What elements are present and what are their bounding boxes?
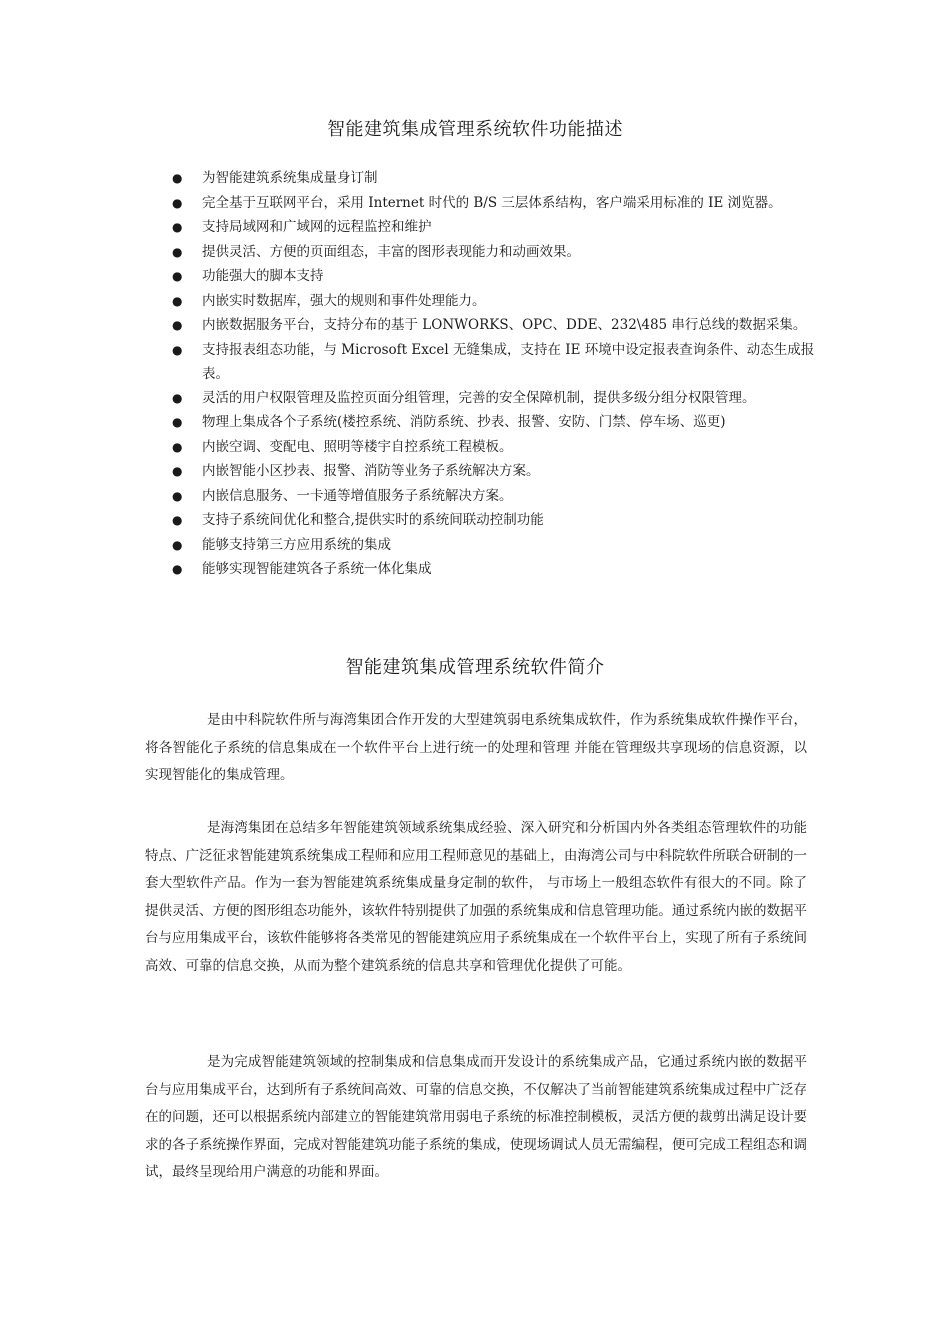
list-item: [172, 191, 817, 216]
bullet-icon: ●: [172, 537, 183, 552]
list-item: [172, 459, 817, 484]
list-item-text: 能够支持第三方应用系统的集成: [202, 536, 391, 553]
section-title-features: 智能建筑集成管理系统软件功能描述: [327, 119, 623, 140]
list-item: [172, 313, 817, 338]
section-title-introduction: 智能建筑集成管理系统软件简介: [345, 657, 605, 678]
list-item-text: 内嵌数据服务平台，支持分布的基于 LONWORKS、OPC、DDE、232\485 串行总线的数据采集。: [202, 317, 807, 333]
list-item-text: 为智能建筑系统集成量身订制: [202, 170, 378, 186]
list-item: [172, 508, 817, 533]
list-item: [172, 484, 817, 509]
feature-list: [172, 166, 817, 582]
bullet-icon: ●: [172, 195, 183, 210]
bullet-icon: ●: [172, 244, 183, 259]
list-item-text: 物理上集成各个子系统(楼控系统、消防系统、抄表、报警、安防、门禁、停车场、巡更): [202, 414, 726, 430]
list-item: [172, 166, 817, 191]
list-item: [172, 533, 817, 558]
bullet-icon: ●: [172, 220, 183, 234]
list-item-text: 能够实现智能建筑各子系统一体化集成: [202, 561, 432, 577]
list-item-text: 功能强大的脚本支持: [202, 268, 324, 284]
list-item: [172, 410, 817, 435]
bullet-icon: ●: [172, 513, 183, 527]
list-item-text: 提供灵活、方便的页面组态，丰富的图形表现能力和动画效果。: [202, 243, 580, 260]
bullet-icon: ●: [172, 464, 183, 478]
list-item: [172, 264, 817, 289]
list-item-text: 灵活的用户权限管理及监控页面分组管理，完善的安全保障机制，提供多级分组分权限管理。: [202, 389, 756, 406]
bullet-icon: ●: [172, 171, 183, 185]
list-item-text: 支持报表组态功能，与 Microsoft Excel 无缝集成，支持在 IE 环境中设定报表查询条件、动态生成报表。: [202, 341, 815, 382]
list-item-text: 内嵌空调、变配电、照明等楼宇自控系统工程模板。: [202, 438, 513, 455]
bullet-icon: ●: [172, 562, 183, 576]
paragraph: 是为完成智能建筑领域的控制集成和信息集成而开发设计的系统集成产品，它通过系统内嵌的数据平台与应用集成平台，达到所有子系统间高效、可靠的信息交换，不仅解决了当前智能建筑系统集成过程中广泛存在的问题，还可以根据系统内部建立的智能建筑常用弱电子系统的标准控制模板，灵活方便的裁剪出满足设计要求的各子系统操作界面，完成对智能建筑功能子系统的集成，使现场调试人员无需编程，便可完成工程组态和调试，最终呈现给用户满意的功能和界面。: [145, 1054, 807, 1180]
bullet-icon: ●: [172, 439, 183, 454]
list-item: [172, 338, 817, 386]
list-item-text: 内嵌信息服务、一卡通等增值服务子系统解决方案。: [202, 487, 513, 504]
bullet-icon: ●: [172, 293, 183, 308]
list-item-text: 支持子系统间优化和整合,提供实时的系统间联动控制功能: [202, 512, 544, 528]
list-item: [172, 289, 817, 314]
bullet-icon: ●: [172, 269, 183, 283]
list-item-text: 内嵌智能小区抄表、报警、消防等业务子系统解决方案。: [202, 463, 540, 479]
bullet-icon: ●: [172, 415, 183, 429]
list-item: [172, 557, 817, 582]
paragraph: 是海湾集团在总结多年智能建筑领域系统集成经验、深入研究和分析国内外各类组态管理软件的功能特点、广泛征求智能建筑系统集成工程师和应用工程师意见的基础上，由海湾公司与中科院软件所联合研制的一套大型软件产品。作为一套为智能建筑系统集成量身定制的软件， 与市场上一般组态软件有很大的不同。除了提供灵活、方便的图形组态功能外，该软件特别提供了加强的系统集成和信息管理功能。通过系统内嵌的数据平台与应用集成平台，该软件能够将各类常见的智能建筑应用子系统集成在一个软件平台上，实现了所有子系统间高效、可靠的信息交换，从而为整个建筑系统的信息共享和管理优化提供了可能。: [145, 820, 807, 974]
bullet-icon: ●: [172, 342, 183, 357]
list-item: [172, 215, 817, 240]
list-item-text: 内嵌实时数据库，强大的规则和事件处理能力。: [202, 292, 486, 309]
bullet-icon: ●: [172, 390, 183, 405]
list-item-text: 支持局域网和广域网的远程监控和维护: [202, 219, 432, 235]
list-item: [172, 386, 817, 411]
bullet-icon: ●: [172, 488, 183, 503]
bullet-icon: ●: [172, 318, 183, 332]
list-item: [172, 240, 817, 265]
list-item-text: 完全基于互联网平台，采用 Internet 时代的 B/S 三层体系结构，客户端采用标准的 IE 浏览器。: [202, 194, 782, 211]
list-item: [172, 435, 817, 460]
paragraph: 是由中科院软件所与海湾集团合作开发的大型建筑弱电系统集成软件，作为系统集成软件操作平台，将各智能化子系统的信息集成在一个软件平台上进行统一的处理和管理 并能在管理级共享现场的信息资源，以实现智能化的集成管理。: [145, 712, 807, 783]
